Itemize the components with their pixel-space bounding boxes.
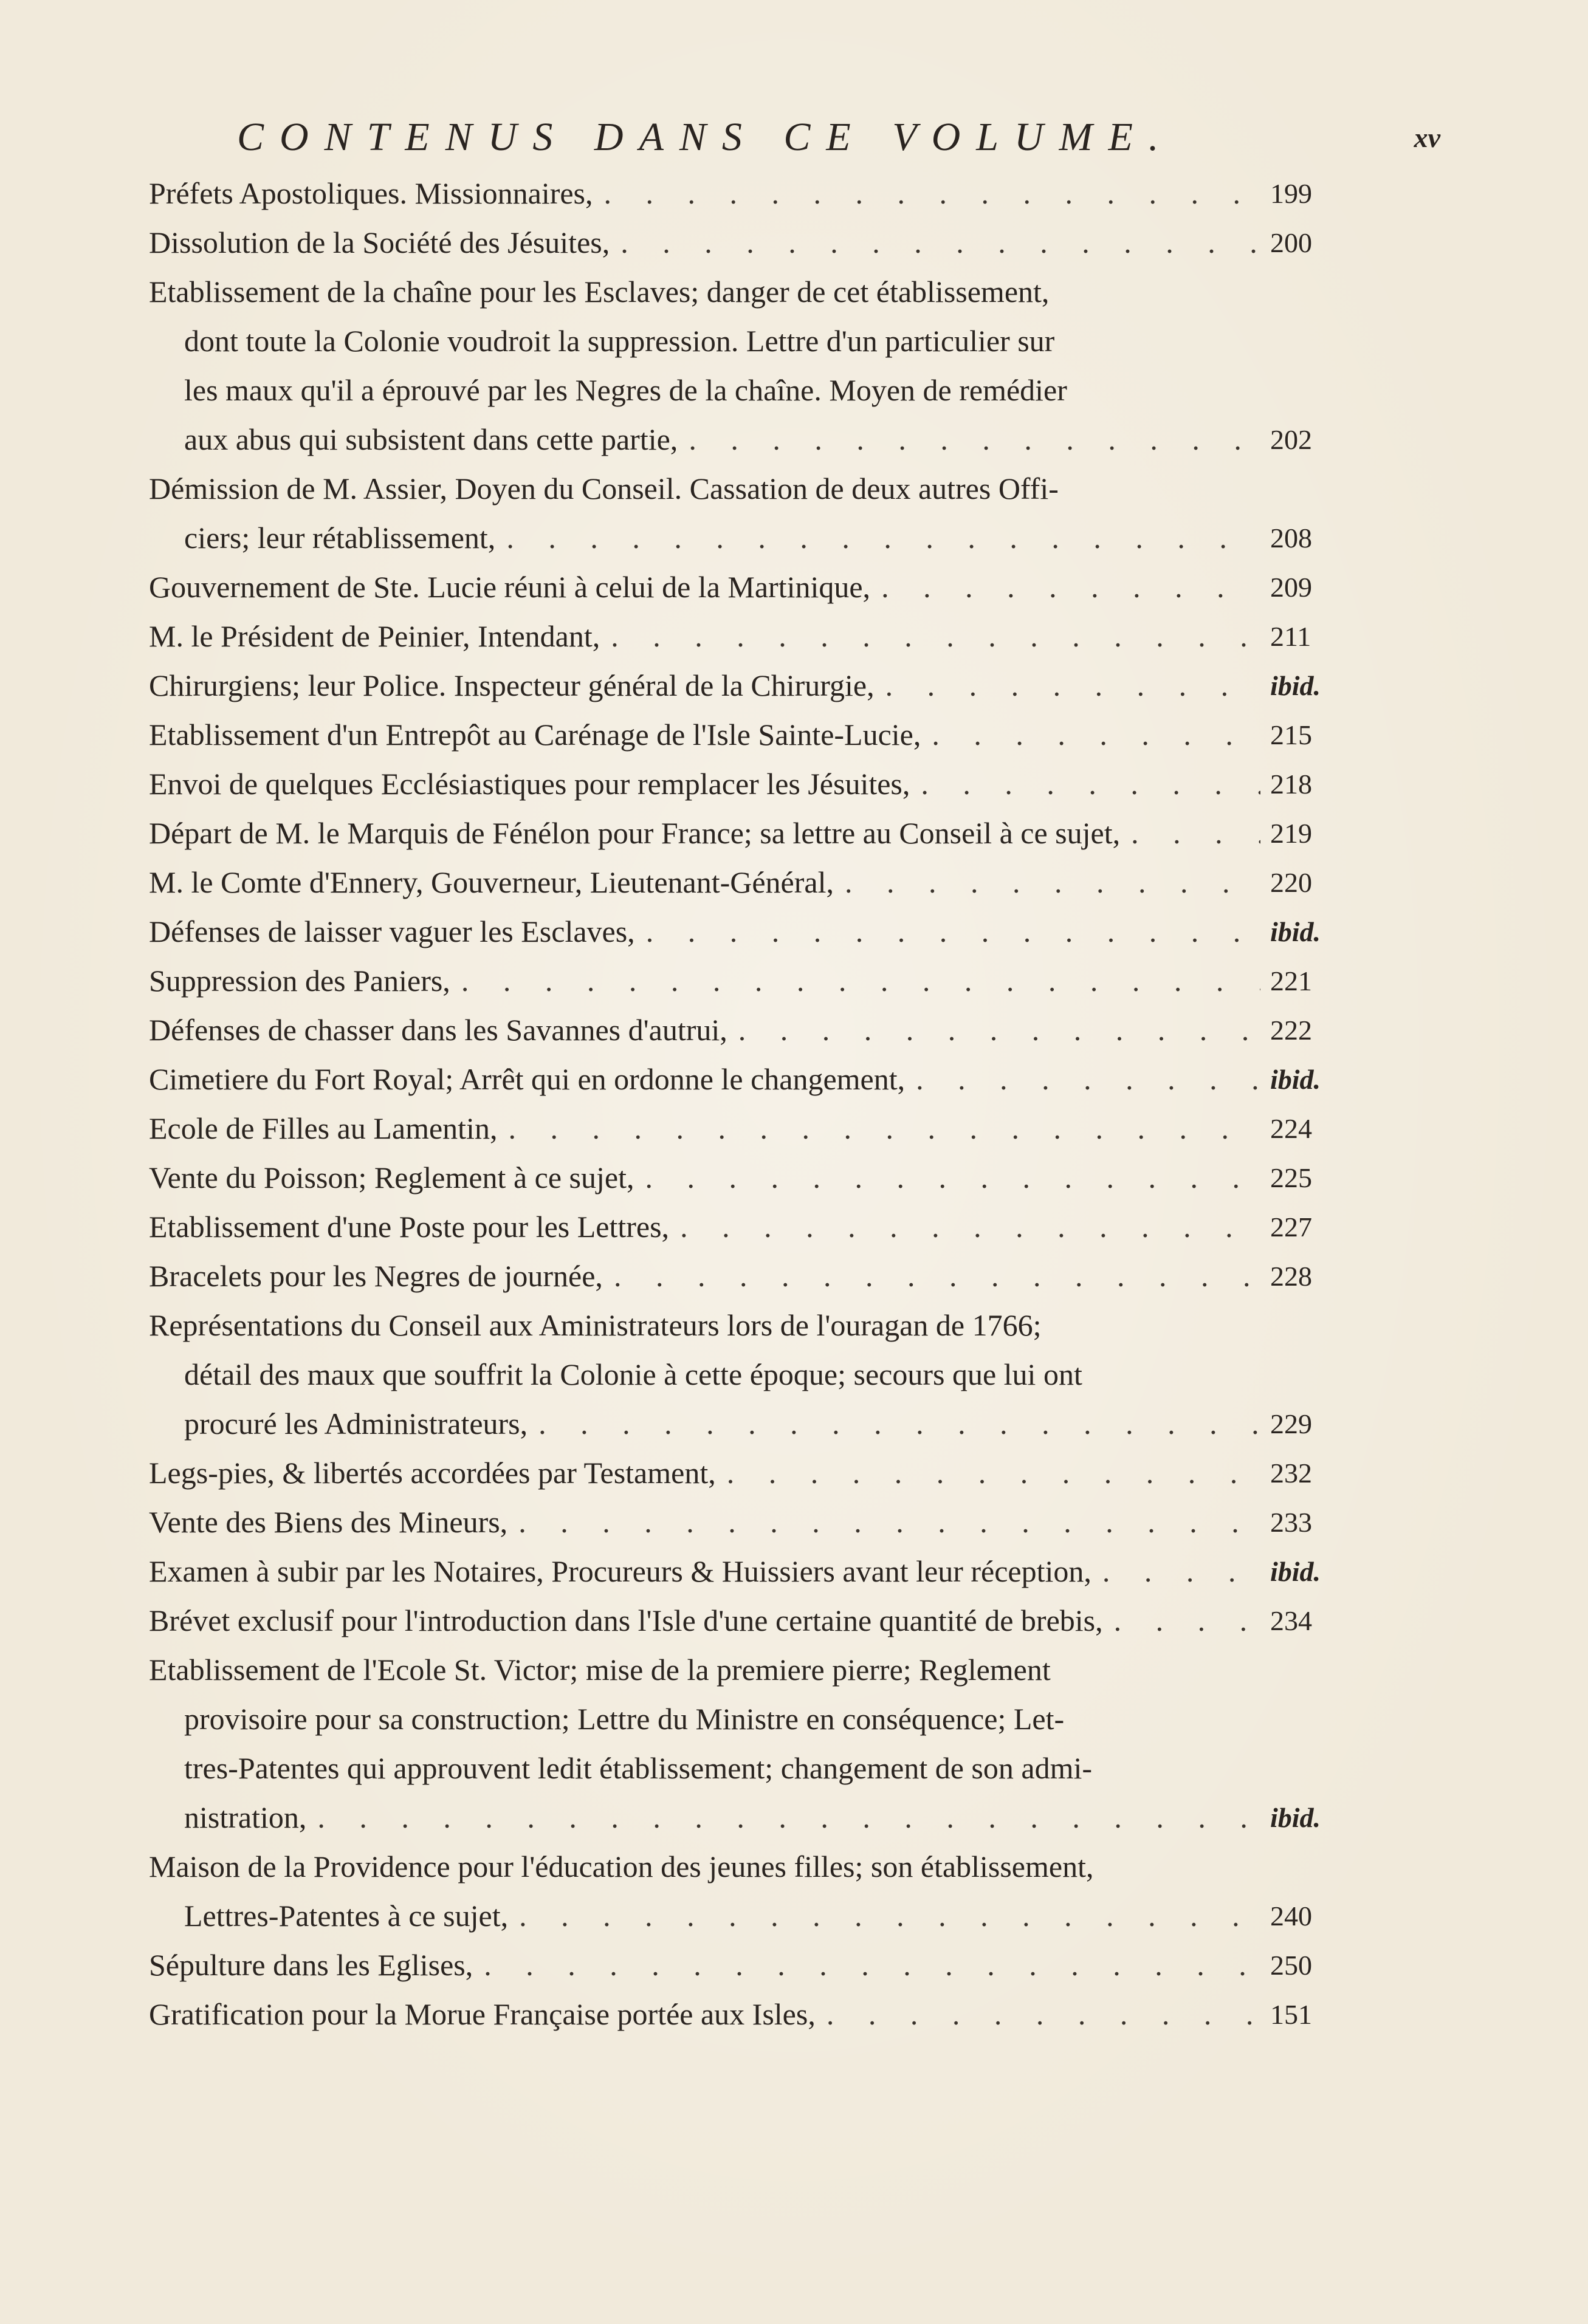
toc-entry — [149, 1448, 1355, 1498]
toc-page-number: 234 — [1270, 1605, 1312, 1636]
toc-page-number: 215 — [1270, 719, 1312, 750]
toc-entry-line — [149, 1055, 1264, 1104]
toc-entry-text: Envoi de quelques Ecclésiastiques pour remplacer les Jésuites, — [149, 767, 910, 801]
toc-entry-line — [149, 464, 1264, 513]
toc-page-number: 233 — [1270, 1507, 1312, 1538]
toc-entry-line — [149, 1448, 1264, 1498]
toc-entry — [149, 907, 1355, 956]
dot-leader — [611, 612, 1260, 661]
toc-entry-text: dont toute la Colonie voudroit la suppression. Lettre d'un particulier sur — [184, 324, 1055, 358]
toc-entry-line — [149, 563, 1264, 612]
toc-page-number: 208 — [1270, 523, 1312, 554]
toc-entry — [149, 956, 1355, 1006]
toc-entry-text: Etablissement de l'Ecole St. Victor; mise de la premiere pierre; Reglement — [149, 1653, 1051, 1687]
dot-leader — [484, 1941, 1260, 1990]
toc-entry-line — [149, 1153, 1264, 1202]
toc-entry-line — [149, 1350, 1264, 1399]
toc-page-number: 218 — [1270, 769, 1312, 800]
toc-entry-line — [149, 1547, 1264, 1596]
dot-leader — [1102, 1547, 1260, 1596]
toc-entry-text: procuré les Administrateurs, — [184, 1407, 528, 1441]
toc-page-number: 151 — [1270, 1999, 1312, 2030]
toc-entry-line — [149, 759, 1264, 809]
toc-entry-text: Maison de la Providence pour l'éducation des jeunes filles; son établissement, — [149, 1849, 1094, 1884]
toc-entry-line — [149, 1941, 1264, 1990]
toc-entry-line — [149, 710, 1264, 759]
toc-entry-line — [149, 1301, 1264, 1350]
toc-entry-line — [149, 317, 1264, 366]
toc-entry-text: Vente des Biens des Mineurs, — [149, 1505, 508, 1539]
dot-leader — [646, 907, 1260, 956]
toc-entry — [149, 1104, 1355, 1153]
toc-entry — [149, 267, 1355, 464]
toc-entry-text: détail des maux que souffrit la Colonie à cette époque; secours que lui ont — [184, 1357, 1082, 1391]
page-folio: xv — [1414, 122, 1440, 153]
dot-leader — [916, 1055, 1260, 1104]
dot-leader — [827, 1990, 1260, 2039]
toc-entry-line — [149, 1498, 1264, 1547]
toc-entry-text: aux abus qui subsistent dans cette partie, — [184, 422, 678, 456]
toc-entry — [149, 661, 1355, 710]
toc-entry — [149, 612, 1355, 661]
toc-entry-line — [149, 169, 1264, 218]
toc-entry-line — [149, 1104, 1264, 1153]
dot-leader — [680, 1202, 1260, 1252]
dot-leader — [1131, 809, 1260, 858]
toc-entry-text: nistration, — [184, 1800, 307, 1834]
dot-leader — [519, 1891, 1260, 1941]
toc-entry-text: provisoire pour sa construction; Lettre du Ministre en conséquence; Let- — [184, 1702, 1065, 1736]
toc-entry-text: M. le Président de Peinier, Intendant, — [149, 619, 600, 653]
toc-entry-text: Suppression des Paniers, — [149, 964, 450, 998]
toc-page-number: 225 — [1270, 1162, 1312, 1193]
toc-entry — [149, 710, 1355, 759]
toc-page-number: 221 — [1270, 965, 1312, 996]
toc-entry-line — [149, 1645, 1264, 1695]
toc-entry-text: Legs-pies, & libertés accordées par Testament, — [149, 1456, 716, 1490]
toc-entry-line — [149, 956, 1264, 1006]
toc-entry-text: Ecole de Filles au Lamentin, — [149, 1111, 498, 1145]
dot-leader — [645, 1153, 1260, 1202]
toc-entry-text: Bracelets pour les Negres de journée, — [149, 1259, 603, 1293]
header-title: CONTENUS DANS CE VOLUME. — [237, 115, 1175, 159]
toc-entry-text: Sépulture dans les Eglises, — [149, 1948, 473, 1982]
toc-page-number: ibid. — [1270, 670, 1321, 701]
toc-entry-text: les maux qu'il a éprouvé par les Negres de la chaîne. Moyen de remédier — [184, 373, 1067, 407]
toc-entry — [149, 1301, 1355, 1448]
toc-entry-line — [149, 661, 1264, 710]
toc-entry — [149, 1153, 1355, 1202]
toc-entry-line — [149, 1695, 1264, 1744]
toc-entry-text: ciers; leur rétablissement, — [184, 521, 496, 555]
toc-entry — [149, 759, 1355, 809]
toc-page-number: ibid. — [1270, 1802, 1321, 1833]
toc-entry — [149, 169, 1355, 218]
toc-page-number: 227 — [1270, 1212, 1312, 1243]
dot-leader — [461, 956, 1260, 1006]
toc-entry-line — [149, 1891, 1264, 1941]
toc-entry-line — [149, 1990, 1264, 2039]
toc-entry-line — [149, 218, 1264, 267]
toc-page-number: 228 — [1270, 1261, 1312, 1292]
toc-entry-text: Gouvernement de Ste. Lucie réuni à celui de la Martinique, — [149, 570, 871, 604]
toc-entry-text: Etablissement d'une Poste pour les Lettres, — [149, 1210, 670, 1244]
toc-entry-text: Examen à subir par les Notaires, Procureurs & Huissiers avant leur réception, — [149, 1554, 1091, 1588]
toc-page-number: 222 — [1270, 1015, 1312, 1046]
dot-leader — [727, 1448, 1260, 1498]
toc-entry-text: Etablissement de la chaîne pour les Esclaves; danger de cet établissement, — [149, 275, 1050, 309]
toc-entry — [149, 809, 1355, 858]
toc-entry — [149, 1645, 1355, 1842]
toc-page-number: 219 — [1270, 818, 1312, 849]
toc-entry-text: Dissolution de la Société des Jésuites, — [149, 225, 610, 259]
toc-entry — [149, 1596, 1355, 1645]
toc-entry-text: Cimetiere du Fort Royal; Arrêt qui en ordonne le changement, — [149, 1062, 906, 1096]
dot-leader — [1114, 1596, 1260, 1645]
dot-leader — [506, 513, 1260, 563]
toc-entry-line — [149, 415, 1264, 464]
toc-entry-line — [149, 1252, 1264, 1301]
toc-entry-text: Départ de M. le Marquis de Fénélon pour France; sa lettre au Conseil à ce sujet, — [149, 816, 1121, 850]
toc-entry-text: Chirurgiens; leur Police. Inspecteur général de la Chirurgie, — [149, 668, 875, 702]
toc-page-number: 199 — [1270, 178, 1312, 209]
toc-entry-text: Brévet exclusif pour l'introduction dans l'Isle d'une certaine quantité de brebis, — [149, 1603, 1103, 1637]
dot-leader — [604, 169, 1260, 218]
toc-entry-line — [149, 366, 1264, 415]
toc-page-number: 209 — [1270, 572, 1312, 603]
toc-entry — [149, 1990, 1355, 2039]
toc-entry-line — [149, 1006, 1264, 1055]
toc-entry — [149, 1941, 1355, 1990]
dot-leader — [508, 1104, 1260, 1153]
toc-entry — [149, 858, 1355, 907]
toc-entry-line — [149, 907, 1264, 956]
dot-leader — [738, 1006, 1260, 1055]
toc-entry-text: tres-Patentes qui approuvent ledit établissement; changement de son admi- — [184, 1751, 1093, 1785]
dot-leader — [921, 759, 1260, 809]
toc-entry — [149, 1006, 1355, 1055]
toc-entry-line — [149, 267, 1264, 317]
dot-leader — [845, 858, 1260, 907]
toc-entry-text: Gratification pour la Morue Française portée aux Isles, — [149, 1997, 816, 2031]
toc-page-number: 250 — [1270, 1950, 1312, 1981]
table-of-contents — [149, 169, 1355, 2039]
toc-entry-line — [149, 612, 1264, 661]
toc-entry-line — [149, 858, 1264, 907]
toc-entry — [149, 218, 1355, 267]
toc-page-number: ibid. — [1270, 1556, 1321, 1587]
dot-leader — [689, 415, 1260, 464]
toc-entry-line — [149, 1596, 1264, 1645]
toc-entry-text: M. le Comte d'Ennery, Gouverneur, Lieutenant-Général, — [149, 865, 834, 899]
toc-entry-text: Préfets Apostoliques. Missionnaires, — [149, 176, 593, 210]
toc-page-number: ibid. — [1270, 1064, 1321, 1095]
toc-entry-text: Démission de M. Assier, Doyen du Conseil. Cassation de deux autres Offi- — [149, 471, 1059, 506]
dot-leader — [620, 218, 1260, 267]
toc-entry-line — [149, 809, 1264, 858]
toc-entry-line — [149, 1202, 1264, 1252]
dot-leader — [317, 1793, 1260, 1842]
toc-entry — [149, 464, 1355, 563]
toc-entry-line — [149, 1793, 1264, 1842]
toc-page-number: 232 — [1270, 1458, 1312, 1489]
toc-entry-line — [149, 1399, 1264, 1448]
toc-entry-text: Défenses de laisser vaguer les Esclaves, — [149, 914, 635, 948]
toc-entry — [149, 1547, 1355, 1596]
toc-entry-text: Défenses de chasser dans les Savannes d'autrui, — [149, 1013, 727, 1047]
toc-entry-line — [149, 513, 1264, 563]
toc-page-number: 229 — [1270, 1408, 1312, 1439]
toc-entry-line — [149, 1842, 1264, 1891]
dot-leader — [538, 1399, 1260, 1448]
dot-leader — [885, 661, 1260, 710]
dot-leader — [881, 563, 1260, 612]
running-header — [237, 114, 1440, 169]
toc-entry-text: Lettres-Patentes à ce sujet, — [184, 1899, 509, 1933]
toc-entry-text: Etablissement d'un Entrepôt au Carénage de l'Isle Sainte-Lucie, — [149, 718, 921, 752]
toc-entry-text: Représentations du Conseil aux Aministrateurs lors de l'ouragan de 1766; — [149, 1308, 1042, 1342]
toc-entry — [149, 1055, 1355, 1104]
toc-page-number: 200 — [1270, 227, 1312, 258]
toc-entry — [149, 1498, 1355, 1547]
toc-page-number: 211 — [1270, 621, 1311, 652]
toc-entry — [149, 1842, 1355, 1941]
dot-leader — [518, 1498, 1260, 1547]
dot-leader — [932, 710, 1260, 759]
toc-entry-text: Vente du Poisson; Reglement à ce sujet, — [149, 1160, 634, 1195]
toc-entry-line — [149, 1744, 1264, 1793]
toc-page-number: ibid. — [1270, 916, 1321, 947]
toc-entry — [149, 563, 1355, 612]
toc-page-number: 202 — [1270, 424, 1312, 455]
toc-page-number: 220 — [1270, 867, 1312, 898]
toc-page-number: 240 — [1270, 1901, 1312, 1932]
dot-leader — [614, 1252, 1260, 1301]
toc-entry — [149, 1202, 1355, 1252]
toc-entry — [149, 1252, 1355, 1301]
toc-page-number: 224 — [1270, 1113, 1312, 1144]
